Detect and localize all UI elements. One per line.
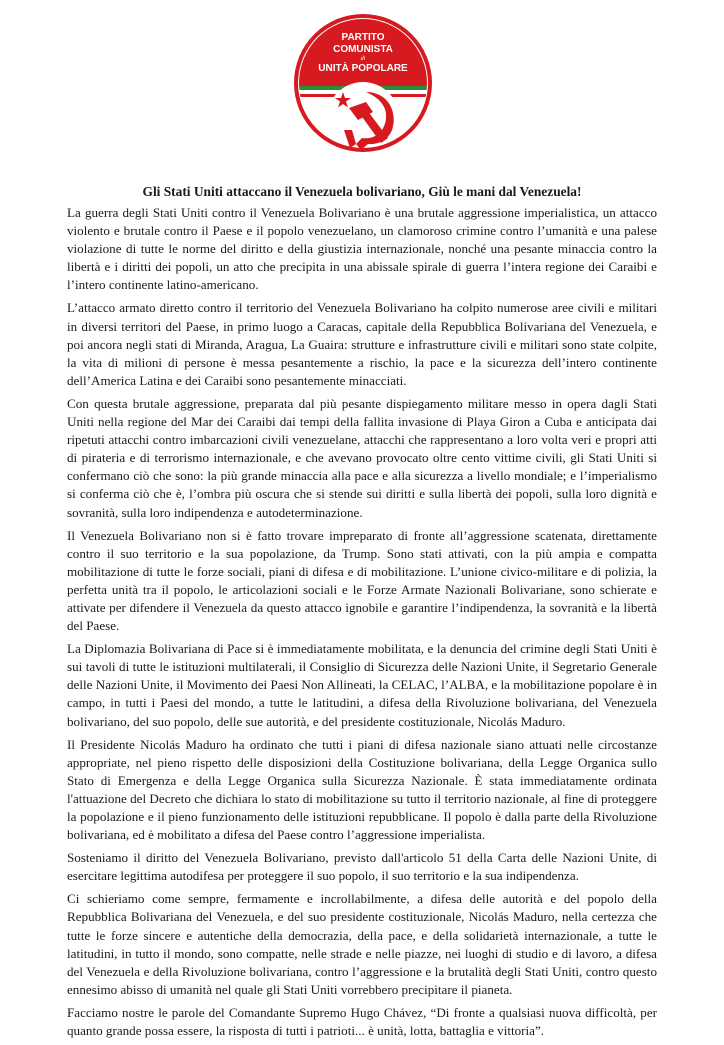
paragraph: La Diplomazia Bolivariana di Pace si è immediatamente mobilitata, e la denuncia del crimine degli Stati Uniti è sui tavoli di tutte le istituzioni multilaterali, il Consiglio di Sicurezza delle Nazioni Unite, il Segretario Generale delle Nazioni Unite, il Movimento dei Paesi Non Allineati, la CELAC, l’ALBA, e la mobilitazione popolare è in campo, in tutti i Paesi del mondo, a tutte le latitudini, a difesa della Rivoluzione bolivariana, del Venezuela bolivariano, del suo popolo, delle sue autorità, e del presidente costituzionale, Nicolás Maduro. (67, 641, 657, 729)
logo-text-unita-popolare: UNITÀ POPOLARE (318, 63, 408, 74)
paragraph: Ci schieriamo come sempre, fermamente e incrollabilmente, a difesa delle autorità e del popolo della Repubblica Bolivariana del Venezuela, e del suo presidente costituzionale, Nicolás Maduro, nella certezza che tutte le forze sincere e autentiche della democrazia, della pace, e della solidarietà internazionale, a tutte le latitudini, in tutto il mondo, sono compatte, nelle strade e nelle piazze, nei luoghi di studio e di lavoro, a difesa del Venezuela e della Rivoluzione bolivariana, contro l’aggressione e la brutalità degli Stati Uniti, contro questo ennesimo abisso di umanità nel quale gli Stati Uniti vorrebbero precipitare il pianeta. (67, 891, 657, 997)
document-title: Gli Stati Uniti attaccano il Venezuela bolivariano, Giù le mani dal Venezuela! (142, 184, 582, 199)
party-logo (292, 12, 434, 154)
logo-text-partito: PARTITO (341, 32, 385, 43)
logo-text-di: di (360, 56, 366, 62)
paragraph: La guerra degli Stati Uniti contro il Venezuela Bolivariano è una brutale aggressione imperialistica, un attacco violento e brutale contro il Paese e il popolo venezuelano, un clamoroso crimine contro l’umanità e una palese violazione di tutte le norme del diritto e della giustizia internazionale, nonché una pesante minaccia contro la libertà e i diritti dei popoli, un atto che precipita in una abissale spirale di guerra l’intera regione dei Caraibi e l’intero continente latino-americano. (67, 205, 657, 293)
paragraph: L’attacco armato diretto contro il territorio del Venezuela Bolivariano ha colpito numerose aree civili e militari in diversi territori del Paese, in primo luogo a Caracas, capitale della Repubblica Bolivariana del Venezuela, e poi ancora negli stati di Miranda, Aragua, La Guaira: strutture e infrastrutture civili e militari sono state colpite, la vita di milioni di persone è messa pesantemente a rischio, la pace e la sicurezza dell’intero continente dell’America Latina e dei Caraibi sono pesantemente minacciati. (67, 300, 657, 388)
document-body (67, 183, 657, 1045)
paragraph: Con questa brutale aggressione, preparata dal più pesante dispiegamento militare messo in opera dagli Stati Uniti nella regione del Mar dei Caraibi dai tempi della fallita invasione di Playa Giron a Cuba e anticipata dai ripetuti attacchi contro imbarcazioni civili venezuelane, attacchi che rappresentano a loro volta veri e propri atti di pirateria e di terrorismo internazionale, e che avevano provocato oltre cento vittime civili, gli Stati Uniti si confermano ciò che sono: la più grande minaccia alla pace e alla sicurezza a livello mondiale; e l’imperialismo si conferma ciò che è, l’ombra più oscura che si stende sui diritti e sulla libertà dei popoli, sulla loro dignità e sovranità, sulla loro indipendenza e autodeterminazione. (67, 395, 657, 520)
paragraph: Il Presidente Nicolás Maduro ha ordinato che tutti i piani di difesa nazionale siano attuati nelle circostanze appropriate, nel pieno rispetto delle disposizioni della Costituzione bolivariana, della Legge Organica sullo Stato di Emergenza e della Legge Organica sulla Sicurezza Nazionale. È stata immediatamente ordinata l'attuazione del Decreto che dichiara lo stato di mobilitazione su tutto il territorio nazionale, al fine di proteggere la popolazione e il pieno funzionamento delle istituzioni repubblicane. Il popolo è dalla parte della Rivoluzione bolivariana, ed è mobilitato a difesa del Paese contro l’aggressione imperialista. (67, 736, 657, 843)
logo-text-comunista: COMUNISTA (333, 44, 393, 55)
paragraph: Sosteniamo il diritto del Venezuela Bolivariano, previsto dall'articolo 51 della Carta delle Nazioni Unite, di esercitare legittima autodifesa per proteggere il suo popolo, il suo territorio e la sua indipendenza. (67, 850, 657, 884)
paragraph: Il Venezuela Bolivariano non si è fatto trovare impreparato di fronte all’aggressione scatenata, direttamente contro il suo territorio e la sua popolazione, da Trump. Sono stati attivati, con la più ampia e compatta mobilitazione di tutte le forze sociali, piani di difesa e di mobilitazione. L’unione civico-militare e di polizia, la perfetta unità tra il popolo, le articolazioni sociali e le Forze Armate Nazionali Bolivariane, sono schierate e attivate per difendere il Venezuela da questo attacco ignobile e garantire l’indipendenza, la sovranità e la libertà del Paese. (67, 527, 657, 634)
paragraph: Facciamo nostre le parole del Comandante Supremo Hugo Chávez, “Di fronte a qualsiasi nuova difficoltà, per quanto grande possa essere, la risposta di tutti i patrioti... è unità, lotta, battaglia e vittoria”. (67, 1004, 657, 1039)
